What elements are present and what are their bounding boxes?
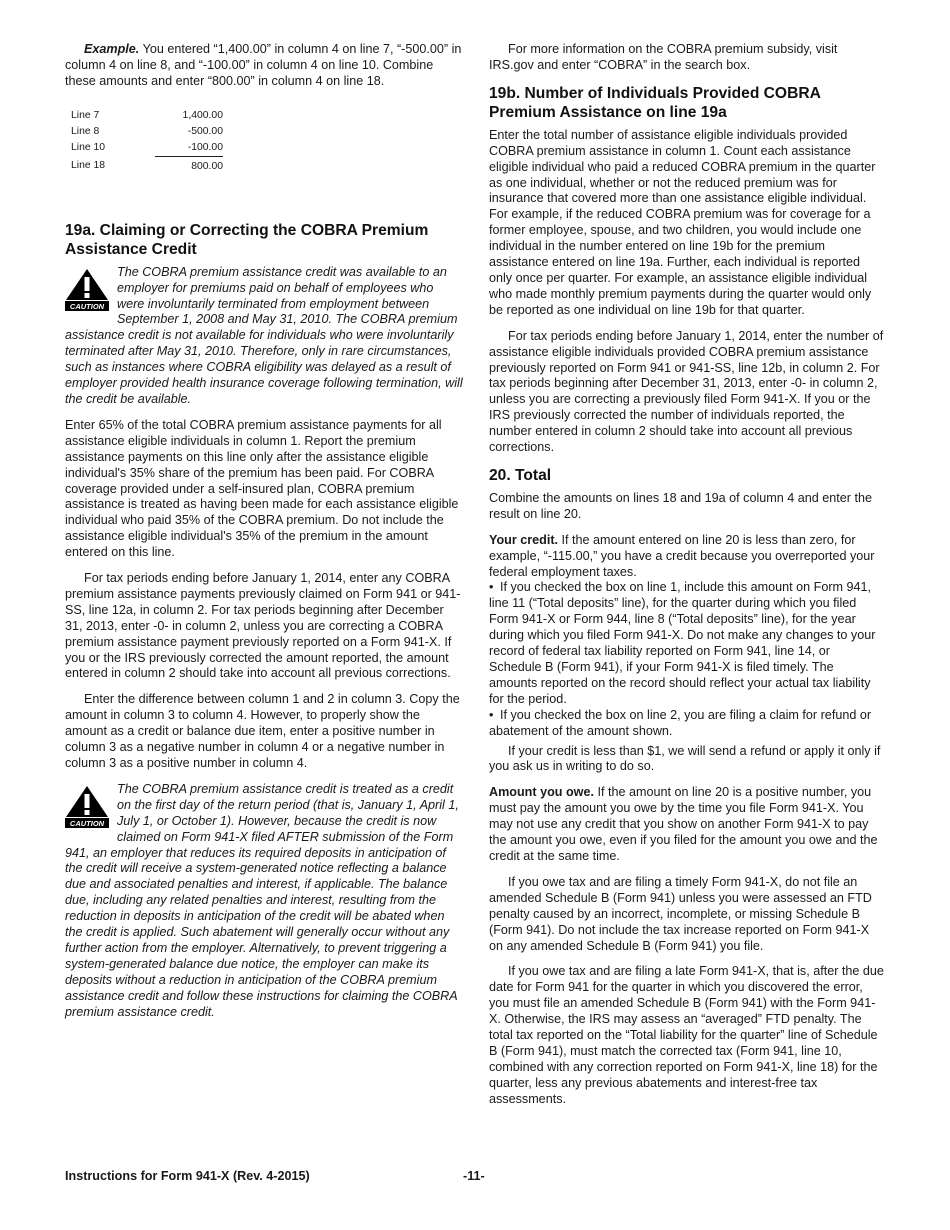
caution-text: The COBRA premium assistance credit was available to an employer for premiums paid on behalf of employees who were involuntarily terminated from employment between September 1, 2008 and May 31, 2010. The COBRA premium assistance credit is not available for individuals who were involuntarily terminated after May 31, 2010. Therefore, only in rare circumstances, such as instances where COBRA eligibility was delayed as a result of employer provided health insurance coverage following termination, will the credit be available. — [65, 264, 463, 406]
row-label: Line 8 — [71, 125, 100, 137]
paragraph: For tax periods ending before January 1, 2014, enter the number of assistance eligible individuals provided COBRA premium assistance previously reported on Form 941 or 941-SS, line 12b, in column 2. For tax periods beginning after December 31, 2013, enter -0- in column 2, unless you are correcting a previously filed Form 941-X. If you or the IRS previously corrected the number of individuals reported, the number entered in column 2 should take into account all previous corrections. — [489, 328, 884, 455]
bullet-icon: • — [489, 707, 494, 722]
caution-note-2 — [65, 782, 463, 1021]
owe-label: Amount you owe. — [489, 785, 594, 800]
paragraph: Combine the amounts on lines 18 and 19a of column 4 and enter the result on line 20. — [489, 490, 872, 521]
example-label: Example. — [84, 42, 140, 56]
row-value: -100.00 — [155, 140, 223, 157]
credit-text: If the amount entered on line 20 is less than zero, for example, “-115.00,” you have a credit because you overreported your federal employment taxes. — [489, 532, 875, 579]
row-value: 1,400.00 — [182, 109, 223, 121]
table-row — [71, 108, 223, 124]
page-number: -11- — [463, 1169, 485, 1183]
caution-label: CAUTION — [69, 818, 105, 828]
row-value: -500.00 — [187, 125, 223, 137]
example-text: You entered “1,400.00” in column 4 on line 7, “-500.00” in column 4 on line 8, and “-100.00” in column 4 on line 10. Combine these amounts and enter “800.00” in column 4 on line 18. — [65, 42, 462, 88]
left-column — [65, 42, 463, 1031]
row-label: Line 18 — [71, 160, 106, 172]
bullet-icon: • — [489, 580, 494, 595]
caution-note-1 — [65, 265, 463, 408]
paragraph: If you owe tax and are filing a late Form 941-X, that is, after the due date for Form 941 for the quarter in which you discovered the error, you must file an amended Schedule B (Form 941) with the Form 941-X. Otherwise, the IRS may assess an “averaged” FTD penalty. The total tax reported on the “Total liability for the quarter” line of Schedule B (Form 941), must match the corrected tax (Form 941, line 10, combined with any correction reported on Form 941-X, line 18) for the quarter, less any previous abatements and interest-free tax assessments. — [489, 964, 884, 1106]
paragraph: Enter the difference between column 1 and 2 in column 3. Copy the amount in column 3 to column 4. However, to properly show the amount as a credit or balance due item, enter a positive number in column 3 as a negative number in column 4 or a negative number in column 3 as a positive number in column 4. — [65, 692, 460, 770]
right-column — [489, 42, 885, 1118]
caution-text: The COBRA premium assistance credit is treated as a credit on the first day of the return period (that is, January 1, April 1, July 1, or October 1). However, because the credit is now claimed on Form 941-X filed AFTER submission of the Form 941, an employer that reduces its required deposits in anticipation of the credit will receive a system-generated notice reflecting a balance due and associated penalties and interest, if applicable. The balance due, including any related penalties and interest, resulting from the reduction in deposits in anticipation of the credit will be abated when the credit is applied. Such abatement will generally occur without any further action from the employer. Alternatively, to prevent triggering a system-generated balance due notice, the employer can make its deposits without a reduction in anticipation of the COBRA premium assistance credit and follow these instructions for claiming the COBRA premium assistance credit. — [65, 781, 459, 1019]
credit-label: Your credit. — [489, 532, 559, 547]
row-label: Line 10 — [71, 141, 106, 153]
paragraph: Enter the total number of assistance eligible individuals provided COBRA premium assistance in column 1. Count each assistance eligible individual who paid a reduced COBRA premium in the quarter as one individual, whether or not the reduced premium was for insurance that covered more than one assistance eligible individual. For example, if the reduced COBRA premium was for coverage for a former employee, spouse, and two children, you would include one individual in the number entered on line 19b for the premium assistance entered on line 19a. Further, each individual is reported only once per quarter. For example, an assistance eligible individual who made monthly premium payments during the quarter would only be reported as one individual on line 19b for that quarter. — [489, 127, 876, 317]
page-footer — [65, 1169, 885, 1185]
example-table — [71, 108, 223, 175]
row-value: 800.00 — [191, 160, 223, 172]
caution-label: CAUTION — [69, 301, 105, 311]
your-credit-paragraph — [489, 533, 885, 740]
bullet-text: If you checked the box on line 2, you are filing a claim for refund or abatement of the amount shown. — [489, 707, 872, 738]
heading-20: 20. Total — [489, 466, 552, 484]
example-paragraph — [65, 42, 463, 90]
paragraph: Enter 65% of the total COBRA premium assistance payments for all assistance eligible individuals in column 1. Report the premium assistance payments on this line only after the assistance eligible individual's 35% share of the premium has been paid. For COBRA coverage provided under a self-insured plan, COBRA premium assistance is treated as having been made for each assistance eligible individual who paid 35% of the COBRA premium. Do not include the assistance eligible individual's 35% of the premium in the amount entered on this line. — [65, 417, 459, 560]
paragraph: If you owe tax and are filing a timely Form 941-X, do not file an amended Schedule B (Form 941) unless you were assessed an FTD penalty caused by an incorrect, incomplete, or missing Schedule B (Form 941). Do not include the tax increase reported on Form 941-X on any amended Schedule B (Form 941) you file. — [489, 874, 872, 953]
paragraph: If your credit is less than $1, we will send a refund or apply it only if you ask us in writing to do so. — [489, 743, 881, 774]
heading-19a: 19a. Claiming or Correcting the COBRA Premium Assistance Credit — [65, 221, 429, 258]
amount-you-owe-paragraph — [489, 785, 885, 865]
paragraph: For more information on the COBRA premium subsidy, visit IRS.gov and enter “COBRA” in the search box. — [489, 42, 838, 72]
bullet-text: If you checked the box on line 1, include this amount on Form 941, line 11 (“Total deposits” line), for the quarter during which you filed Form 941-X or Form 944, line 8 (“Total deposits” line), for the year during which you filed Form 941-X. Do not make any changes to your record of federal tax liability reported on Form 941, line 14, or Schedule B (Form 941), if your Form 941-X is filed timely. The amounts reported on the record should reflect your actual tax liability for the period. — [489, 580, 876, 706]
row-label: Line 7 — [71, 109, 100, 121]
footer-title: Instructions for Form 941-X (Rev. 4-2015) — [65, 1169, 310, 1183]
owe-text: If the amount on line 20 is a positive number, you must pay the amount you owe by the time you file Form 941-X. You may not use any credit that you show on another Form 941-X to pay the amount you owe, even if you filed for the amount you owe and the credit at the same time. — [489, 785, 878, 863]
table-row — [71, 124, 223, 140]
table-row — [71, 156, 223, 175]
table-row — [71, 140, 223, 157]
paragraph: For tax periods ending before January 1, 2014, enter any COBRA premium assistance payments previously claimed on Form 941 or 941-SS, line 12a, in column 2. For tax periods beginning after December 31, 2013, enter -0- in column 2, unless you are correcting a COBRA premium assistance payment previously reported on a Form 941-X. If you or the IRS previously corrected the amount reported, the amount entered in column 2 should take into account all previous corrections. — [65, 571, 461, 681]
caution-icon — [65, 784, 109, 828]
caution-icon — [65, 267, 109, 311]
heading-19b: 19b. Number of Individuals Provided COBRA Premium Assistance on line 19a — [489, 84, 821, 121]
